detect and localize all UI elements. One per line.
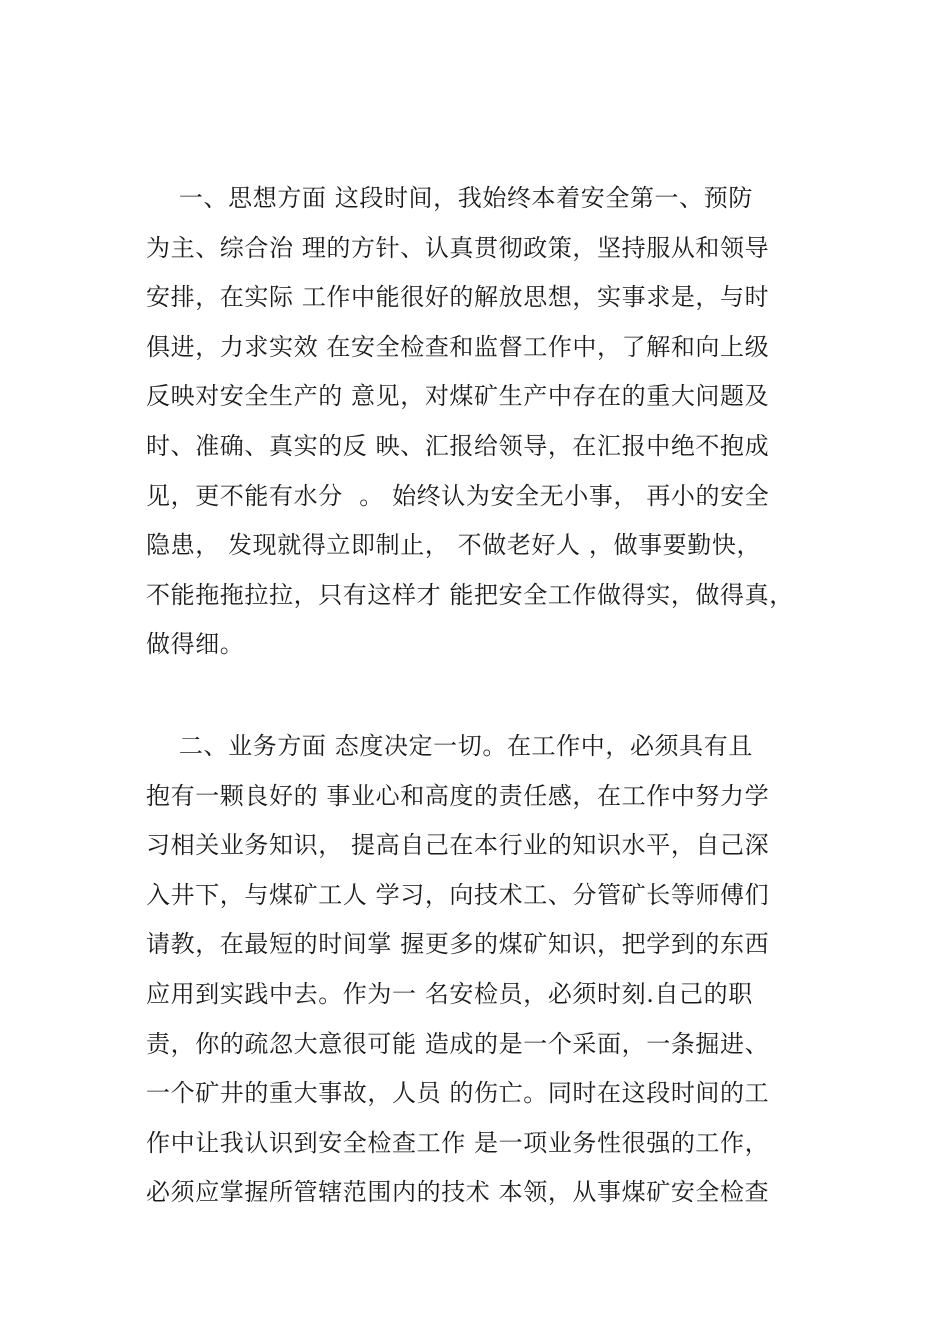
text-line: 入井下，与煤矿工人 学习，向技术工、分管矿长等师傅们	[146, 880, 770, 909]
text-line: 应用到实践中去。作为一 名安检员，必须时刻.自己的职	[146, 979, 753, 1008]
text-line: 习相关业务知识， 提高自己在本行业的知识水平，自己深	[146, 831, 770, 860]
text-line: 为主、综合治 理的方针、认真贯彻政策，坚持服从和领导	[146, 233, 770, 262]
text-line: 隐患， 发现就得立即制止， 不做老好人 ，做事要勤快，	[146, 531, 762, 560]
text-line: 俱进，力求实效 在安全检查和监督工作中，了解和向上级	[146, 332, 770, 361]
text-line: 抱有一颗良好的 事业心和高度的责任感，在工作中努力学	[146, 781, 770, 810]
text-line: 见，更不能有水分 。 始终认为安全无小事， 再小的安全	[146, 481, 770, 510]
paragraph-business	[146, 722, 946, 1218]
text-line: 安排，在实际 工作中能很好的解放思想，实事求是，与时	[146, 283, 770, 312]
text-line: 一个矿井的重大事故，人员 的伤亡。同时在这段时间的工	[146, 1079, 770, 1108]
text-line: 请教，在最短的时间掌 握更多的煤矿知识，把学到的东西	[146, 930, 770, 959]
paragraph-ideology	[146, 174, 946, 670]
text-line: 必须应掌握所管辖范围内的技术 本领，从事煤矿安全检查	[146, 1178, 770, 1207]
text-line: 作中让我认识到安全检查工作 是一项业务性很强的工作，	[146, 1128, 770, 1157]
text-line: 时、准确、真实的反 映、汇报给领导，在汇报中绝不抱成	[146, 431, 770, 460]
text-line: 反映对安全生产的 意见，对煤矿生产中存在的重大问题及	[146, 382, 770, 411]
text-line: 责，你的疏忽大意很可能 造成的是一个采面，一条掘进、	[146, 1029, 770, 1058]
text-line: 不能拖拖拉拉，只有这样才 能把安全工作做得实，做得真，	[146, 580, 794, 609]
text-line: 做得细。	[146, 630, 245, 659]
text-line: 一、思想方面 这段时间，我始终本着安全第一、预防	[146, 184, 753, 212]
text-line: 二、业务方面 态度决定一切。在工作中，必须具有且	[146, 732, 753, 760]
